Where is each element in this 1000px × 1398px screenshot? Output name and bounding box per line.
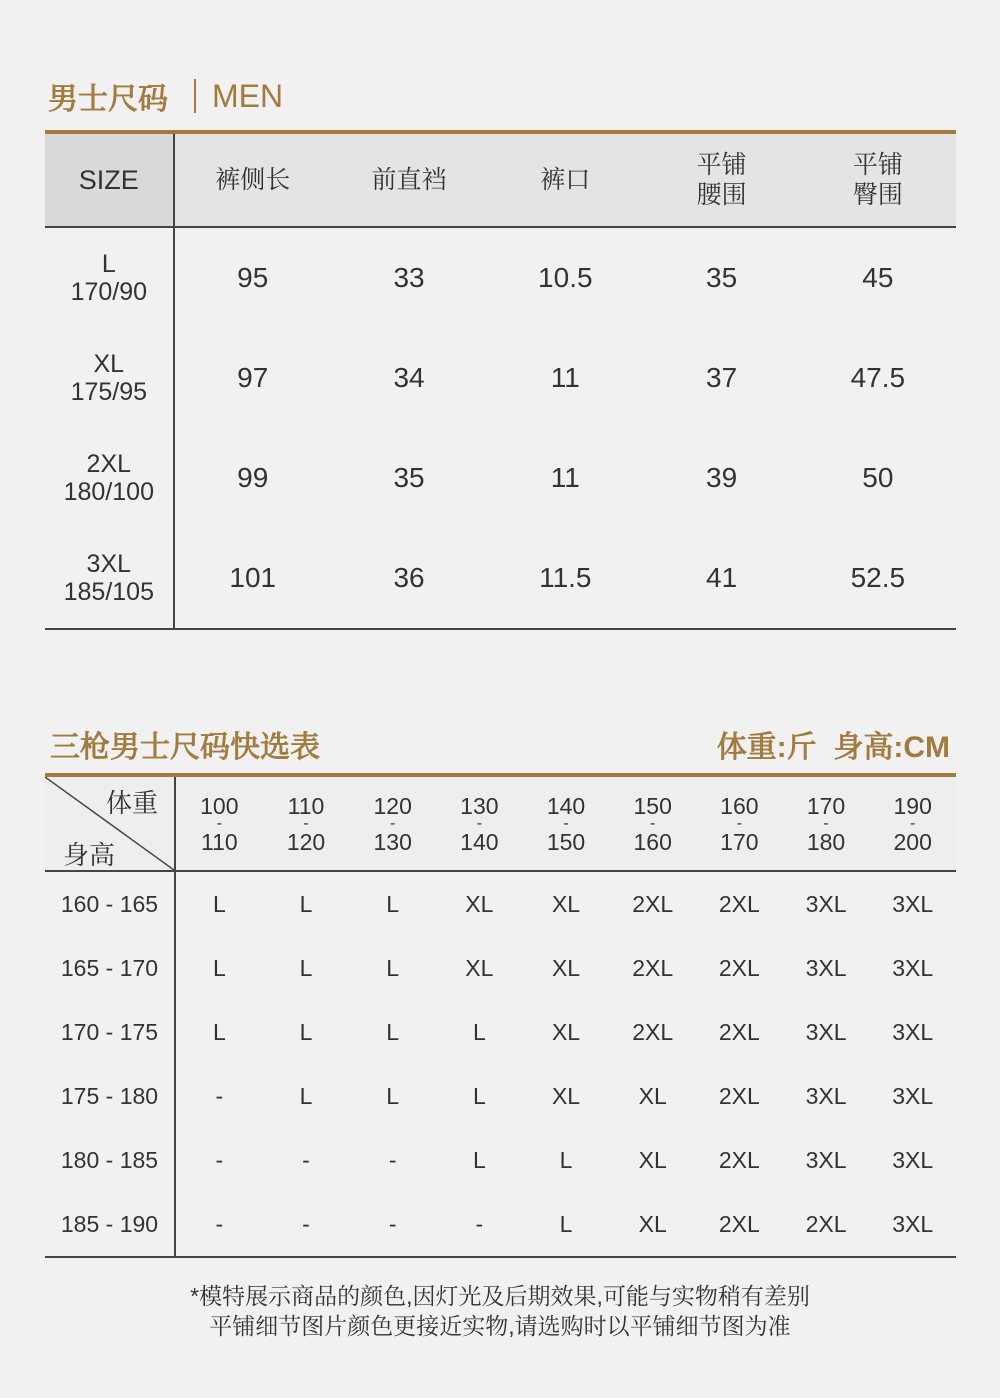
quick-pick-header — [45, 777, 956, 872]
size-row — [45, 428, 956, 528]
recommended-size-cell: - — [215, 1082, 224, 1109]
column-header-waist — [643, 134, 799, 226]
header-line: 裤侧长 — [215, 166, 291, 194]
measurement-cell: 41 — [706, 562, 738, 593]
column-header-outseam — [175, 134, 331, 226]
size-spec: 180/100 — [63, 478, 154, 506]
weight-from: 160 — [720, 792, 759, 819]
recommended-size-cell: 2XL — [718, 1210, 760, 1237]
recommended-size-cell: L — [212, 1018, 226, 1045]
recommended-size-cell: L — [299, 1082, 313, 1109]
recommended-size-cell: L — [386, 1082, 400, 1109]
measurement-cell: 10.5 — [538, 262, 593, 293]
column-header-front-rise — [331, 134, 487, 226]
height-row — [45, 1192, 956, 1256]
weight-range-header — [696, 777, 783, 870]
recommended-size-cell: XL — [638, 1082, 667, 1109]
recommended-size-cell: L — [299, 890, 313, 917]
recommended-size-cell: XL — [465, 954, 494, 981]
weight-range-header — [869, 777, 956, 870]
recommended-size-cell: - — [215, 1146, 224, 1173]
weight-to: 170 — [720, 828, 759, 855]
weight-to: 140 — [460, 828, 499, 855]
measurement-cell: 95 — [237, 262, 269, 293]
size-label-cell — [45, 528, 175, 628]
header-line: 臀围 — [852, 181, 903, 209]
size-chart-title-en: MEN — [212, 77, 284, 114]
measurement-cell: 11.5 — [539, 562, 592, 593]
recommended-size-cell: 2XL — [805, 1210, 847, 1237]
recommended-size-cell: 2XL — [718, 1018, 760, 1045]
recommended-size-cell: - — [388, 1146, 397, 1173]
units-label: 体重:斤 身高:CM — [716, 731, 950, 764]
height-row — [45, 1128, 956, 1192]
size-label-cell — [45, 328, 175, 428]
recommended-size-cell: L — [472, 1082, 486, 1109]
recommended-size-cell: L — [559, 1210, 573, 1237]
measurement-cell: 97 — [237, 362, 269, 393]
recommended-size-cell: XL — [551, 1018, 581, 1045]
column-header-hip — [800, 134, 956, 226]
size-chart-title-cn: 男士尺码 — [48, 83, 168, 116]
recommended-size-cell: XL — [551, 1082, 581, 1109]
weight-range-header — [523, 777, 610, 870]
weight-from: 170 — [806, 792, 846, 819]
column-header-leg-opening — [487, 134, 643, 226]
height-range-label: 170 - 175 — [45, 1000, 176, 1064]
height-range-label: 180 - 185 — [45, 1128, 176, 1192]
measurement-cell: 47.5 — [850, 362, 906, 393]
disclaimer-note — [0, 1281, 1000, 1341]
size-label-cell — [45, 428, 175, 528]
weight-to: 160 — [633, 828, 672, 855]
size-label-cell — [45, 228, 175, 328]
size-chart-header — [45, 134, 956, 228]
measurement-cell: 35 — [706, 262, 738, 293]
measurement-cell: 33 — [393, 262, 425, 293]
recommended-size-cell: L — [386, 890, 400, 917]
range-dash: - — [650, 814, 656, 832]
height-row — [45, 872, 956, 936]
recommended-size-cell: 3XL — [805, 1018, 847, 1045]
quick-pick-table — [45, 773, 956, 1258]
weight-from: 110 — [287, 792, 325, 819]
size-row — [45, 228, 956, 328]
height-row — [45, 936, 956, 1000]
weight-range-header — [609, 777, 696, 870]
header-line: 腰围 — [696, 181, 747, 209]
recommended-size-cell: L — [386, 1018, 400, 1045]
recommended-size-cell: - — [302, 1146, 310, 1173]
recommended-size-cell: 3XL — [805, 890, 847, 917]
weight-to: 150 — [546, 828, 586, 855]
recommended-size-cell: 3XL — [892, 1146, 934, 1173]
weight-range-header — [436, 777, 523, 870]
quick-pick-title: 三枪男士尺码快选表 — [50, 731, 320, 764]
measurement-cell: 35 — [393, 462, 425, 493]
size-code: 3XL — [86, 550, 132, 578]
recommended-size-cell: 2XL — [632, 954, 674, 981]
recommended-size-cell: 3XL — [805, 1146, 847, 1173]
height-row — [45, 1064, 956, 1128]
weight-to: 180 — [806, 828, 846, 855]
size-row — [45, 528, 956, 628]
size-code: L — [101, 250, 116, 278]
height-axis-label: 身高 — [63, 840, 116, 870]
recommended-size-cell: XL — [551, 954, 581, 981]
measurement-cell: 101 — [229, 562, 277, 593]
weight-from: 130 — [460, 792, 499, 819]
size-spec: 175/95 — [70, 378, 148, 406]
weight-to: 130 — [373, 828, 412, 855]
measurement-cell: 11 — [550, 462, 580, 493]
recommended-size-cell: XL — [465, 890, 494, 917]
size-column-header: SIZE — [45, 134, 175, 226]
title-divider — [194, 79, 196, 113]
range-dash: - — [736, 814, 743, 832]
header-line: 前直裆 — [371, 166, 447, 194]
recommended-size-cell: 3XL — [892, 1210, 934, 1237]
weight-to: 200 — [893, 828, 932, 855]
recommended-size-cell: L — [299, 1018, 313, 1045]
recommended-size-cell: - — [302, 1210, 310, 1237]
measurement-cell: 99 — [237, 462, 269, 493]
recommended-size-cell: 2XL — [718, 954, 760, 981]
recommended-size-cell: 3XL — [892, 1018, 934, 1045]
recommended-size-cell: 2XL — [718, 890, 760, 917]
recommended-size-cell: XL — [551, 890, 581, 917]
recommended-size-cell: 2XL — [718, 1082, 760, 1109]
height-range-label: 175 - 180 — [45, 1064, 176, 1128]
weight-from: 140 — [546, 792, 586, 819]
recommended-size-cell: L — [212, 954, 226, 981]
measurement-cell: 39 — [706, 462, 738, 493]
height-range-label: 185 - 190 — [45, 1192, 176, 1256]
size-code: 2XL — [86, 450, 132, 478]
size-spec: 185/105 — [63, 578, 154, 606]
weight-from: 100 — [200, 792, 239, 819]
weight-range-header — [263, 777, 350, 870]
recommended-size-cell: 3XL — [892, 954, 934, 981]
corner-cell — [45, 777, 176, 870]
height-range-label: 160 - 165 — [45, 872, 176, 936]
weight-to: 120 — [286, 828, 326, 855]
size-chart-title — [48, 74, 283, 118]
weight-range-header — [176, 777, 263, 870]
recommended-size-cell: 2XL — [632, 1018, 674, 1045]
recommended-size-cell: L — [472, 1018, 486, 1045]
recommended-size-cell: - — [475, 1210, 484, 1237]
measurement-cell: 52.5 — [850, 562, 906, 593]
recommended-size-cell: XL — [638, 1210, 667, 1237]
size-spec: 170/90 — [70, 278, 148, 306]
header-line: 平铺 — [696, 151, 747, 179]
height-row — [45, 1000, 956, 1064]
weight-range-header — [783, 777, 870, 870]
disclaimer-line-2: 平铺细节图片颜色更接近实物,请选购时以平铺细节图为准 — [209, 1313, 791, 1339]
weight-axis-label: 体重 — [105, 788, 158, 818]
range-dash: - — [390, 814, 396, 832]
recommended-size-cell: L — [299, 954, 313, 981]
recommended-size-cell: L — [212, 890, 226, 917]
recommended-size-cell: L — [386, 954, 400, 981]
weight-to: 110 — [201, 828, 238, 855]
weight-from: 190 — [893, 792, 932, 819]
measurement-cell: 45 — [862, 262, 894, 293]
measurement-cell: 37 — [706, 362, 738, 393]
weight-range-header — [349, 777, 436, 870]
height-range-label: 165 - 170 — [45, 936, 176, 1000]
weight-from: 150 — [633, 792, 672, 819]
recommended-size-cell: L — [559, 1146, 573, 1173]
recommended-size-cell: XL — [638, 1146, 667, 1173]
measurement-cell: 50 — [862, 462, 894, 493]
recommended-size-cell: L — [472, 1146, 486, 1173]
recommended-size-cell: 3XL — [805, 1082, 847, 1109]
range-dash: - — [303, 814, 309, 832]
size-chart-table — [45, 130, 956, 630]
recommended-size-cell: - — [215, 1210, 224, 1237]
disclaimer-line-1: *模特展示商品的颜色,因灯光及后期效果,可能与实物稍有差别 — [190, 1283, 810, 1309]
recommended-size-cell: 2XL — [718, 1146, 760, 1173]
recommended-size-cell: - — [388, 1210, 397, 1237]
range-dash: - — [910, 814, 916, 832]
range-dash: - — [476, 814, 483, 832]
header-line: 裤口 — [540, 166, 591, 194]
range-dash: - — [563, 814, 569, 832]
measurement-cell: 36 — [393, 562, 425, 593]
header-line: 平铺 — [852, 151, 903, 179]
quick-pick-body — [45, 872, 956, 1256]
recommended-size-cell: 3XL — [892, 1082, 934, 1109]
recommended-size-cell: 2XL — [632, 890, 674, 917]
range-dash: - — [823, 814, 829, 832]
size-code: XL — [93, 350, 125, 378]
measurement-cell: 11 — [550, 362, 580, 393]
size-row — [45, 328, 956, 428]
weight-from: 120 — [373, 792, 412, 819]
measurement-cell: 34 — [393, 362, 425, 393]
recommended-size-cell: 3XL — [892, 890, 934, 917]
recommended-size-cell: 3XL — [805, 954, 847, 981]
size-chart-body — [45, 228, 956, 628]
range-dash: - — [216, 814, 222, 832]
